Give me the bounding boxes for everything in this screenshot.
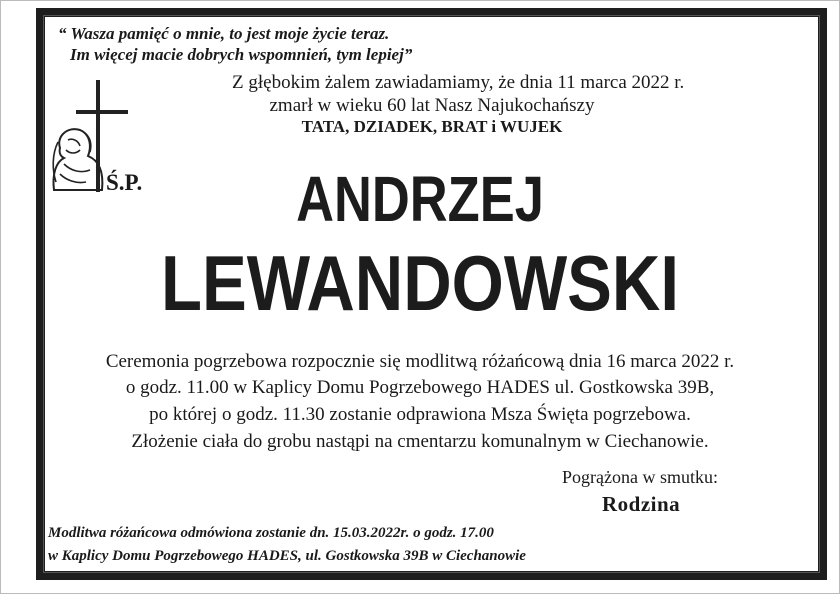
rosary-note-line-2: w Kaplicy Domu Pogrzebowego HADES, ul. Gostkowska 39B w Ciechanowie: [48, 548, 526, 564]
deceased-last-name: LEWANDOWSKI: [161, 239, 679, 327]
mourning-label: Pogrążona w smutku:: [562, 467, 718, 487]
sp-label: Ś.P.: [106, 170, 143, 195]
deceased-first-name: ANDRZEJ: [296, 163, 544, 235]
quote-line-1: “ Wasza pamięć o mnie, to jest moje życie teraz.: [58, 24, 390, 43]
rosary-note-line-1: Modlitwa różańcowa odmówiona zostanie dn. 15.03.2022r. o godz. 17.00: [48, 525, 494, 541]
announcement-line-2: zmarł w wieku 60 lat Nasz Najukochańszy: [269, 95, 595, 116]
relation-titles: TATA, DZIADEK, BRAT i WUJEK: [301, 117, 563, 136]
ceremony-line-1: Ceremonia pogrzebowa rozpocznie się modlitwą różańcową dnia 16 marca 2022 r.: [105, 351, 735, 372]
ceremony-line-3: po której o godz. 11.30 zostanie odprawiona Msza Święta pogrzebowa.: [149, 404, 691, 425]
family-signature: Rodzina: [602, 492, 681, 516]
ceremony-line-2: o godz. 11.00 w Kaplicy Domu Pogrzebowego HADES ul. Gostkowska 39B,: [125, 377, 715, 398]
announcement-line-1: Z głębokim żalem zawiadamiamy, że dnia 11 marca 2022 r.: [232, 72, 685, 93]
ceremony-line-4: Złożenie ciała do grobu nastąpi na cmentarzu komunalnym w Ciechanowie.: [131, 431, 709, 452]
quote-line-2: Im więcej macie dobrych wspomnień, tym lepiej”: [70, 45, 413, 64]
